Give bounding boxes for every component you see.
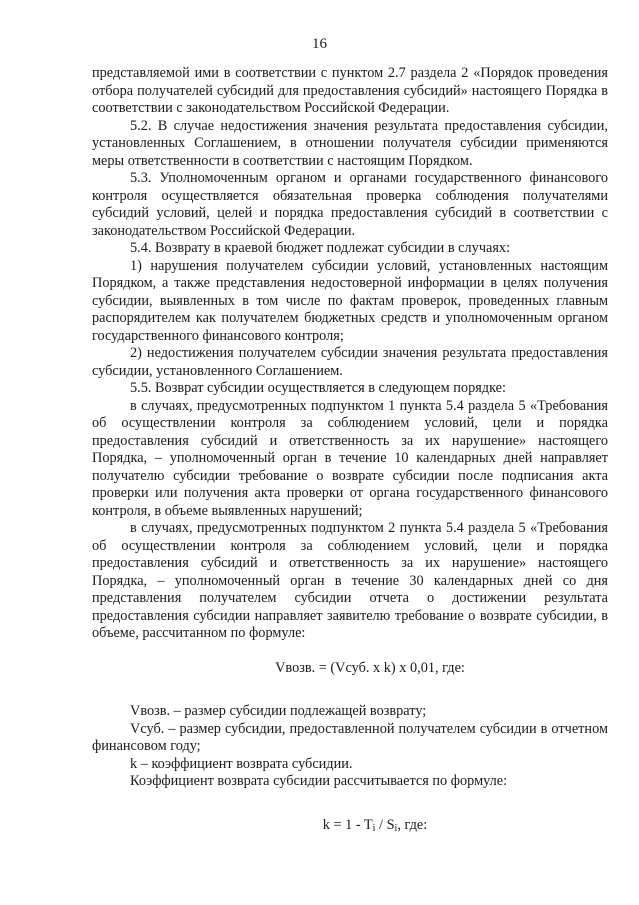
definition-v-subsidy: Vсуб. – размер субсидии, предоставленной получателем субсидии в отчетном финансовом году; xyxy=(92,720,608,754)
definition-v-refund: Vвозв. – размер субсидии подлежащей возврату; xyxy=(130,703,427,719)
formula-coefficient-suffix: , где: xyxy=(397,816,428,833)
formula-coefficient xyxy=(92,791,608,835)
formula-subscript-s: i xyxy=(394,822,398,834)
paragraph-5-2: 5.2. В случае недостижения значения результата предоставления субсидии, установленных Соглашением, в отношении получателя субсидии применяются меры ответственности в соответствии с настоящим Порядком. xyxy=(92,117,608,169)
paragraph-5-3: 5.3. Уполномоченным органом и органами государственного финансового контроля осуществляется обязательная проверка соблюдения получателями субсидий условий, целей и порядка предоставления субсидий в соответствии с законодательством Российской Федерации. xyxy=(92,170,608,239)
formula-subscript-t: i xyxy=(372,822,376,834)
formula-refund-amount: Vвозв. = (Vсуб. х k) х 0,01, где: xyxy=(275,659,465,676)
document-body xyxy=(92,65,608,834)
paragraph-5-5: 5.5. Возврат субсидии осуществляется в следующем порядке: xyxy=(130,380,506,396)
paragraph-5-4-item-2: 2) недостижения получателем субсидии значения результата предоставления субсидии, установленного Соглашением. xyxy=(92,345,608,379)
page-number: 16 xyxy=(312,36,327,52)
paragraph-5-4-item-1: 1) нарушения получателем субсидии условий, установленных настоящим Порядком, а также представления недостоверной информации в целях получения субсидии, выявленных в том числе по фактам проверок, проведенных главным распорядителем как получателем бюджетных средств и уполномоченным органом государственного финансового контроля; xyxy=(92,257,608,344)
formula-coefficient-prefix: k = 1 - T xyxy=(322,816,373,833)
paragraph-5-4: 5.4. Возврату в краевой бюджет подлежат субсидии в случаях: xyxy=(130,240,511,256)
formula-coefficient-middle: / S xyxy=(375,816,395,833)
definition-k: k – коэффициент возврата субсидии. xyxy=(130,755,353,772)
paragraph-5-5-case-2: в случаях, предусмотренных подпунктом 2 пункта 5.4 раздела 5 «Требования об осуществлении контроля за соблюдением условий, цели и порядка предоставления субсидий и ответственность за их нарушение» настоящего Порядка, – уполномоченный орган в течение 30 календарных дней со дня представления получателем субсидии отчета о достижении результата предоставления субсидии направляет заявителю требование о возврате субсидии, в объеме, рассчитанном по формуле: xyxy=(92,520,608,641)
coefficient-intro: Коэффициент возврата субсидии рассчитывается по формуле: xyxy=(130,773,508,789)
paragraph-continuation: представляемой ими в соответствии с пунктом 2.7 раздела 2 «Порядок проведения отбора получателей субсидий для предоставления субсидий» настоящего Порядка в соответствии с законодательством Российской Федерации. xyxy=(92,65,608,116)
paragraph-5-5-case-1: в случаях, предусмотренных подпунктом 1 пункта 5.4 раздела 5 «Требования об осуществлении контроля за соблюдением условий, цели и порядка предоставления субсидий и ответственность за их нарушение» настоящего Порядка, – уполномоченный орган в течение 10 календарных дней направляет получателю субсидии требование о возврате субсидии после подписания акта проверки или получения акта проверки от органа государственного финансового контроля, в объеме выявленных нарушений; xyxy=(92,397,608,519)
